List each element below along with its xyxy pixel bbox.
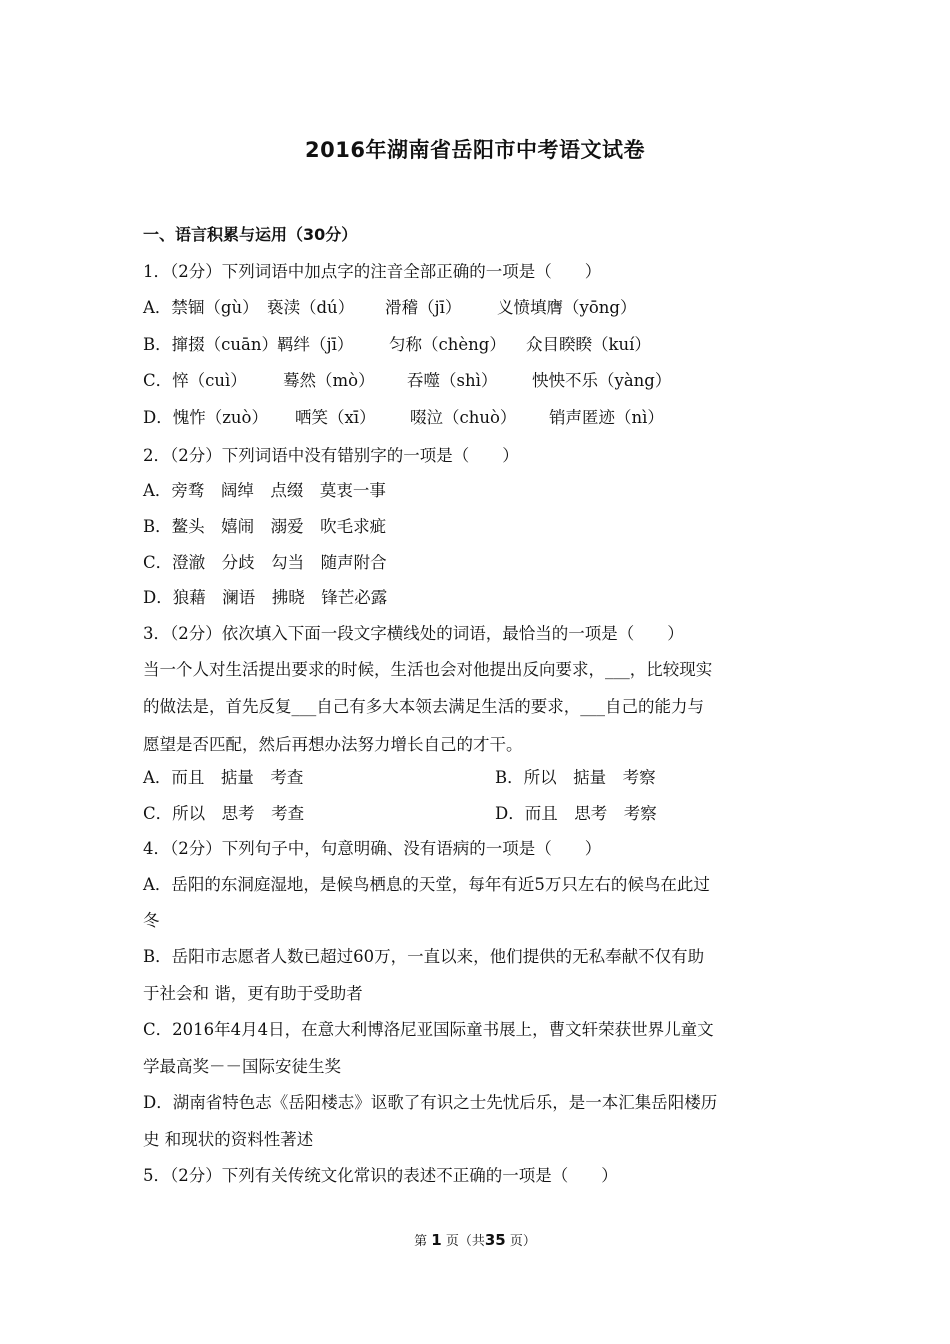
question-4-option-d-line-2: 史 和现状的资料性著述 xyxy=(143,1130,314,1149)
footer-page-number: 1 xyxy=(431,1231,442,1249)
option-d-word-3: 啜泣（chuò） xyxy=(410,408,517,427)
option-d-word-4: 销声匿迹（nì） xyxy=(549,408,664,427)
question-3-option-d: D．而且 思考 考察 xyxy=(495,804,657,823)
option-c-word-4: 怏怏不乐（yàng） xyxy=(532,371,672,390)
question-4-option-c-line-1: C．2016年4月4日，在意大利博洛尼亚国际童书展上，曹文轩荣获世界儿童文 xyxy=(143,1020,714,1039)
question-4-option-b-line-2: 于社会和 谐，更有助于受助者 xyxy=(143,984,363,1003)
question-3-passage-line-2: 的做法是，首先反复___自己有多大本领去满足生活的要求，___自己的能力与 xyxy=(143,697,704,716)
option-c-word-1: C．悴（cuì） xyxy=(143,371,247,390)
question-3-stem: 3．（2分）依次填入下面一段文字横线处的词语，最恰当的一项是（ ） xyxy=(143,624,684,643)
section-heading: 一、语言积累与运用（30分） xyxy=(143,225,358,244)
question-2-option-d: D．狼藉 澜语 拂晓 锋芒必露 xyxy=(143,588,388,607)
option-b-word-4: 众目睽睽（kuí） xyxy=(526,335,651,354)
footer-middle: 页（共 xyxy=(445,1234,485,1249)
page-title: 2016年湖南省岳阳市中考语文试卷 xyxy=(305,138,645,162)
option-c-word-3: 吞噬（shì） xyxy=(407,371,498,390)
question-5-stem: 5．（2分）下列有关传统文化常识的表述不正确的一项是（ ） xyxy=(143,1166,618,1185)
option-a-word-4: 义愤填膺（yōng） xyxy=(497,298,637,317)
option-d-word-1: D．愧怍（zuò） xyxy=(143,408,268,427)
question-2-option-a: A．旁骛 阔绰 点缀 莫衷一事 xyxy=(143,481,386,500)
option-a-word-1: A．禁锢（gù） xyxy=(143,298,259,317)
option-a-word-3: 滑稽（jī） xyxy=(385,298,462,317)
question-3-option-a: A．而且 掂量 考查 xyxy=(143,768,304,787)
option-b-word-2: 羁绊（jī） xyxy=(277,335,354,354)
question-1-option-a xyxy=(143,294,636,318)
question-2-stem: 2．（2分）下列词语中没有错别字的一项是（ ） xyxy=(143,446,519,465)
option-b-word-3: 匀称（chèng） xyxy=(389,335,506,354)
question-4-option-d-line-1: D．湖南省特色志《岳阳楼志》讴歌了有识之士先忧后乐，是一本汇集岳阳楼历 xyxy=(143,1093,718,1112)
question-1-option-b xyxy=(143,331,651,355)
question-4-option-c-line-2: 学最高奖－－国际安徒生奖 xyxy=(143,1057,341,1076)
option-a-word-2: 亵渎（dú） xyxy=(267,298,355,317)
question-3-passage-line-1: 当一个人对生活提出要求的时候，生活也会对他提出反向要求，___，比较现实 xyxy=(143,660,713,679)
question-4-option-a-line-1: A．岳阳的东洞庭湿地，是候鸟栖息的天堂，每年有近5万只左右的候鸟在此过 xyxy=(143,875,710,894)
question-1-option-c xyxy=(143,367,671,391)
question-4-option-a-line-2: 冬 xyxy=(143,911,160,930)
question-4-stem: 4．（2分）下列句子中，句意明确、没有语病的一项是（ ） xyxy=(143,839,602,858)
question-4-option-b-line-1: B．岳阳市志愿者人数已超过60万，一直以来，他们提供的无私奉献不仅有助 xyxy=(143,947,705,966)
question-1-option-d xyxy=(143,404,664,428)
question-3-option-c: C．所以 思考 考查 xyxy=(143,804,305,823)
question-2-option-b: B．鳌头 嬉闹 溺爱 吹毛求疵 xyxy=(143,517,387,536)
footer-suffix: 页） xyxy=(509,1234,536,1249)
option-c-word-2: 蓦然（mò） xyxy=(283,371,375,390)
footer-prefix: 第 xyxy=(414,1234,428,1249)
page-footer xyxy=(0,1230,950,1249)
question-1-stem: 1．（2分）下列词语中加点字的注音全部正确的一项是（ ） xyxy=(143,262,602,281)
footer-total-pages: 35 xyxy=(484,1231,506,1249)
question-3-passage-line-3: 愿望是否匹配，然后再想办法努力增长自己的才干。 xyxy=(143,735,523,754)
question-2-option-c: C．澄澈 分歧 勾当 随声附合 xyxy=(143,553,387,572)
option-b-word-1: B．撺掇（cuān） xyxy=(143,335,278,354)
option-d-word-2: 哂笑（xī） xyxy=(295,408,376,427)
question-3-option-b: B．所以 掂量 考察 xyxy=(495,768,656,787)
